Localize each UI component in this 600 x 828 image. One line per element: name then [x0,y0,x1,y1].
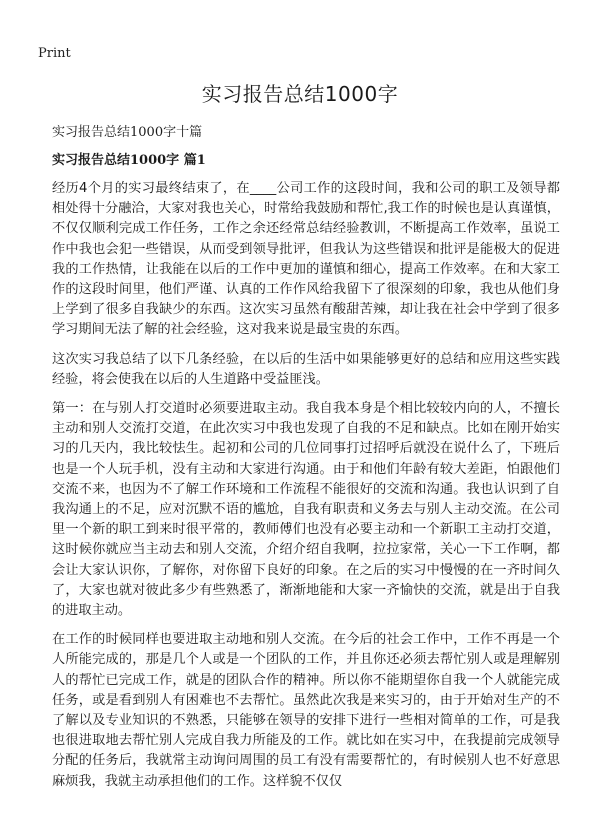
document-body [52,179,560,801]
page-title: 实习报告总结1000字 [201,82,399,106]
paragraph: 经历4个月的实习最终结束了，在____公司工作的这段时间，我和公司的职工及领导都相处得十分融洽，大家对我也关心，时常给我鼓励和帮忙,我工作的时候也是认真谨慎，不仅仅顺利完成工作任务，工作之余还经常总结经验教训，不断提高工作效率，虽说工作中我也会犯一些错误，从而受到领导批评，但我认为这些错误和批评是能极大的促进我的工作热情，让我能在以后的工作中更加的谨慎和细心，提高工作效率。在和大家工作的这段时间里，他们严谨、认真的工作作风给我留下了很深刻的印象，我也从他们身上学到了很多自我缺少的东西。这次实习虽然有酸甜苦辣，却让我在社会中学到了很多学习期间无法了解的社会经验，这对我来说是最宝贵的东西。 [52,181,560,338]
document-subtitle: 实习报告总结1000字十篇 [52,125,203,140]
paragraph: 这次实习我总结了以下几条经验，在以后的生活中如果能够更好的总结和应用这些实践经验，将会使我在以后的人生道路中受益匪浅。 [52,351,560,387]
print-link[interactable]: Print [38,46,71,61]
section-heading: 实习报告总结1000字 篇1 [52,153,206,168]
paragraph: 在工作的时候同样也要进取主动地和别人交流。在今后的社会工作中，工作不再是一个人所能完成的，那是几个人或是一个团队的工作，并且你还必须去帮忙别人或是理解别人的帮忙已完成工作，就是的团队合作的精神。所以你不能期望你自我一个人就能完成任务，或是看到别人有困难也不去帮忙。虽然此次我是来实习的，由于开始对生产的不了解以及专业知识的不熟悉，只能够在领导的安排下进行一些相对简单的工作，可是我也很进取地去帮忙别人完成自我力所能及的工作。就比如在实习中，在我提前完成领导分配的任务后，我就常主动询问周围的员工有没有需要帮忙的，有时候别人也不好意思麻烦我，我就主动承担他们的工作。这样貌不仅仅 [52,632,560,789]
paragraph: 第一：在与别人打交道时必须要进取主动。我自我本身是个相比较较内向的人，不擅长主动和别人交流打交道，在此次实习中我也发现了自我的不足和缺点。比如在刚开始实习的几天内，我比较怯生。起初和公司的几位同事打过招呼后就没在说什么了，下班后也是一个人玩手机，没有主动和大家进行沟通。由于和他们年龄有较大差距，怕跟他们交流不来，也因为不了解工作环境和工作流程不能很好的交流和沟通。我也认识到了自我沟通上的不足，应对沉默不语的尴尬，自我有职责和义务去与别人主动交流。在公司里一个新的职工到来时很平常的，教师傅们也没有必要主动和一个新职工主动打交道，这时候你就应当主动去和别人交流，介绍介绍自我啊，拉拉家常，关心一下工作啊，都会让大家认识你，了解你，对你留下良好的印象。在之后的实习中慢慢的在一齐时间久了，大家也就对彼此多少有些熟悉了，渐渐地能和大家一齐愉快的交流，就是出于自我的进取主动。 [52,401,560,619]
